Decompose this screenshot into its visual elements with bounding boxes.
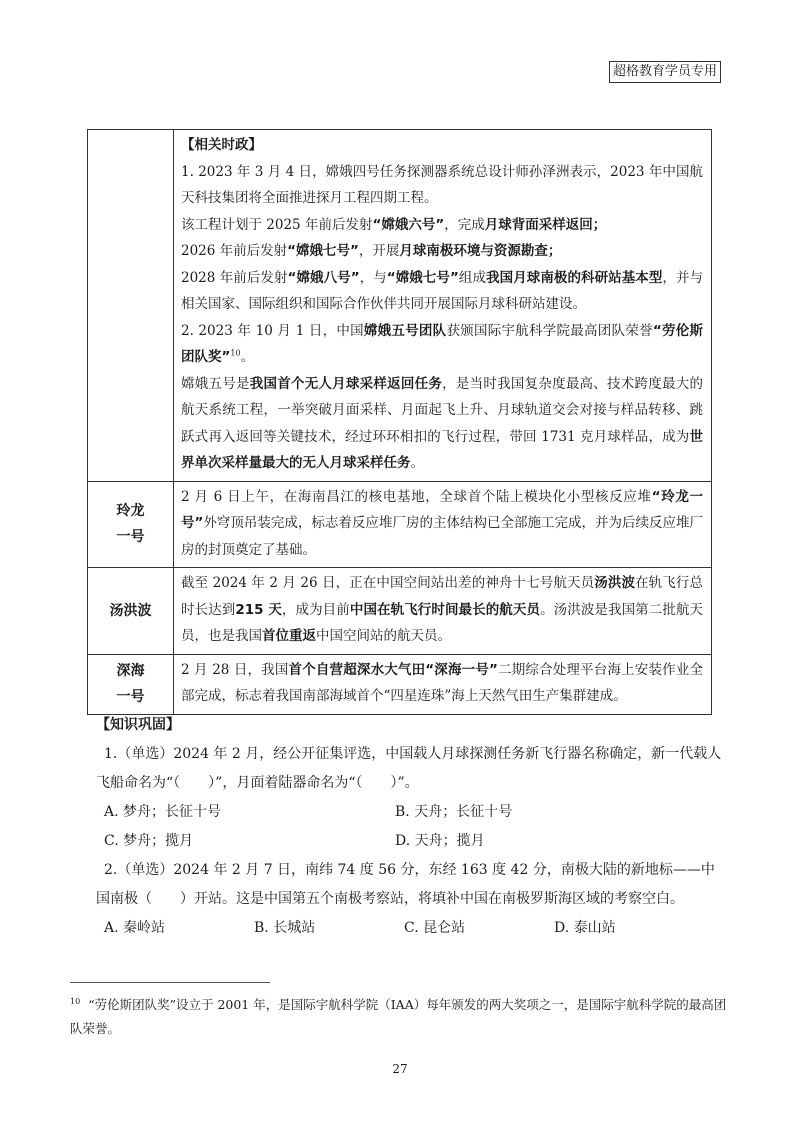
news-paragraph: 2. 2023 年 10 月 1 日，中国嫦娥五号团队获颁国际宇航科学院最高团队荣誉“劳伦斯团队奖”$^{10}$。 xyxy=(181,322,703,365)
option-d[interactable]: D. 泰山站 xyxy=(554,920,616,936)
row-name-cell: 汤洪波 xyxy=(88,568,174,655)
footnote-divider xyxy=(70,982,270,983)
footnote-number: 10 xyxy=(70,997,81,1006)
quiz-heading: 【知识巩固】 xyxy=(96,717,180,733)
row-name-cell xyxy=(88,130,174,482)
question-1-options xyxy=(96,827,724,856)
news-paragraph: 2028 年前后发射“嫦娥八号”，与“嫦娥七号”组成我国月球南极的科研站基本型，并与相关国家、国际组织和国际合作伙伴共同开展国际月球科研站建设。 xyxy=(181,269,704,312)
footnote xyxy=(70,990,730,1041)
option-a[interactable]: A. 梦舟；长征十号 xyxy=(104,804,222,820)
news-paragraph: 嫦娥五号是我国首个无人月球采样返回任务，是当时我国复杂度最高、技术跨度最大的航天系统工程，一举突破月面采样、月面起飞上升、月球轨道交会对接与样品转移、跳跃式再入返回等关键技术，经过环环相扣的飞行过程，带回 1731 克月球样品，成为世界单次采样量最大的无人月球采样任务。 xyxy=(181,375,704,471)
news-paragraph: 该工程计划于 2025 年前后发射“嫦娥六号”，完成月球背面采样返回； xyxy=(181,216,607,233)
option-a[interactable]: A. 秦岭站 xyxy=(104,920,166,936)
news-paragraph: 1. 2023 年 3 月 4 日，嫦娥四号任务探测器系统总设计师孙泽洲表示，2023 年中国航天科技集团将全面推进探月工程四期工程。 xyxy=(181,163,703,206)
option-b[interactable]: B. 长城站 xyxy=(254,920,316,936)
row-content-cell: 截至 2024 年 2 月 26 日，正在中国空间站出差的神舟十七号航天员汤洪波在轨飞行总时长达到215 天，成为目前中国在轨飞行时间最长的航天员。汤洪波是我国第二批航天员，也是我国首位重返中国空间站的航天员。 xyxy=(174,568,712,655)
table-row xyxy=(88,130,712,482)
row-content-cell xyxy=(174,130,712,482)
table-row xyxy=(88,481,712,568)
header-stamp: 超格教育学员专用 xyxy=(609,61,721,83)
table-row xyxy=(88,568,712,655)
page-number: 27 xyxy=(392,1062,408,1076)
quiz-section xyxy=(96,711,724,943)
option-c[interactable]: C. 梦舟；揽月 xyxy=(104,833,194,849)
related-news-heading: 【相关时政】 xyxy=(181,137,262,153)
option-d[interactable]: D. 天舟；揽月 xyxy=(395,833,485,849)
row-content-cell: 2 月 28 日，我国首个自营超深水大气田“深海一号”二期综合处理平台海上安装作业全部完成，标志着我国南部海域首个“四星连珠”海上天然气田生产集群建成。 xyxy=(174,654,712,714)
news-paragraph: 2026 年前后发射“嫦娥七号”，开展月球南极环境与资源勘查； xyxy=(181,243,562,259)
row-name-cell: 深海 一号 xyxy=(88,654,174,714)
question-1-stem: 1.（单选）2024 年 2 月，经公开征集评选，中国载人月球探测任务新飞行器名称确定，新一代载人飞船命名为“（ ）”，月面着陆器命名为“（ ）”。 xyxy=(96,746,722,791)
footnote-ref[interactable]: 10 xyxy=(230,348,241,358)
events-table xyxy=(87,129,712,715)
question-2-stem: 2.（单选）2024 年 2 月 7 日，南纬 74 度 56 分，东经 163 度 42 分，南极大陆的新地标——中国南极（ ）开站。这是中国第五个南极考察站，将填补中国在南极罗斯海区域的考察空白。 xyxy=(96,862,715,907)
question-1-options xyxy=(96,798,724,827)
option-b[interactable]: B. 天舟；长征十号 xyxy=(395,804,513,820)
footnote-text: “劳伦斯团队奖”设立于 2001 年，是国际宇航科学院（IAA）每年颁发的两大奖项之一，是国际宇航科学院的最高团队荣誉。 xyxy=(70,997,727,1037)
table-row xyxy=(88,654,712,714)
row-name-cell: 玲龙 一号 xyxy=(88,481,174,568)
row-content-cell: 2 月 6 日上午，在海南昌江的核电基地，全球首个陆上模块化小型核反应堆“玲龙一号”外穹顶吊装完成，标志着反应堆厂房的主体结构已全部施工完成，并为后续反应堆厂房的封顶奠定了基础。 xyxy=(174,481,712,568)
option-c[interactable]: C. 昆仑站 xyxy=(404,920,466,936)
question-2-options xyxy=(96,914,724,943)
